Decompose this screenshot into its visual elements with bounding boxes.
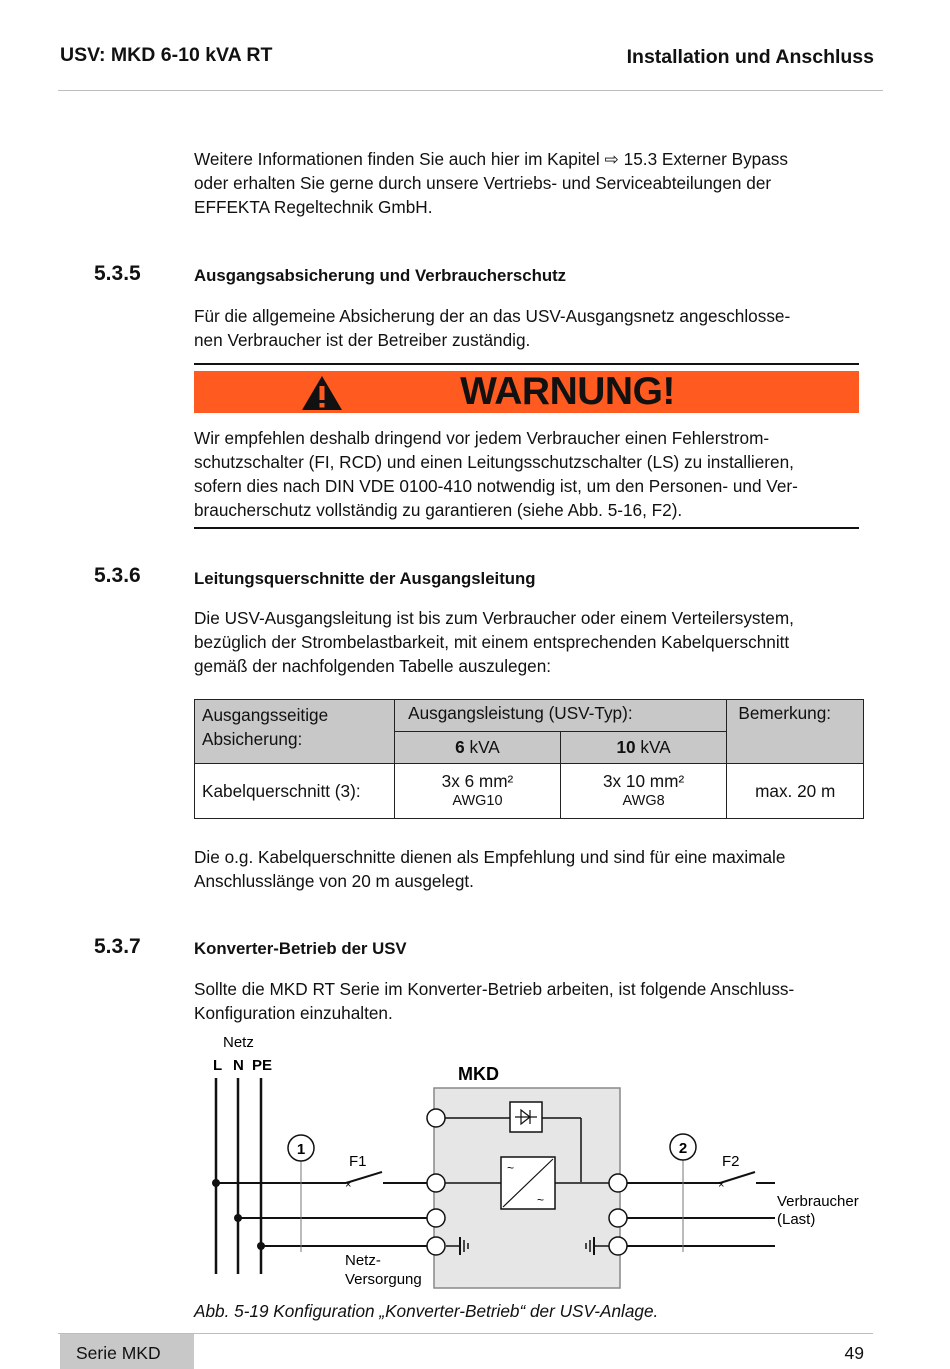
table-cell-6kva [395, 764, 561, 819]
type-10-value: 10 [616, 737, 636, 757]
warning-bottom-rule [194, 527, 859, 529]
table-header-protection [195, 700, 395, 764]
section-536-title: Leitungsquerschnitte der Ausgangsleitung [194, 569, 536, 588]
section-536-number: 5.3.6 [94, 564, 141, 587]
section-536-line: Die USV-Ausgangsleitung ist bis zum Verbraucher oder einem Verteilersystem, [194, 608, 794, 628]
page-number: 49 [844, 1343, 864, 1363]
section-535-title: Ausgangsabsicherung und Verbraucherschutz [194, 266, 567, 285]
intro-line: oder erhalten Sie gerne durch unsere Vertriebs- und Serviceabteilungen der [194, 173, 772, 193]
section-535-line: Für die allgemeine Absicherung der an das USV-Ausgangsnetz angeschlosse- [194, 306, 791, 326]
warning-line: braucherschutz vollständig zu garantieren (siehe Abb. 5-16, F2). [194, 500, 683, 520]
warning-banner [194, 371, 859, 413]
cable-10kva-size: 3x 10 mm² [602, 771, 685, 791]
section-536-line: bezüglich der Strombelastbarkeit, mit einem entsprechenden Kabelquerschnitt [194, 632, 790, 652]
diagram-l-label: L [213, 1057, 223, 1074]
measure-point-2-label: 2 [678, 1140, 688, 1157]
terminal-out-pe [609, 1237, 627, 1255]
section-535-number: 5.3.5 [94, 262, 141, 285]
warning-line: Wir empfehlen deshalb dringend vor jedem Verbraucher einen Fehlerstrom- [194, 428, 770, 448]
section-537-title: Konverter-Betrieb der USV [194, 939, 407, 958]
terminal-in-bypass [427, 1109, 445, 1127]
footer-series: Serie MKD [76, 1343, 161, 1363]
svg-text:×: × [718, 1179, 725, 1191]
table-header-output-power: Ausgangsleistung (USV-Typ): [395, 700, 727, 732]
warning-paragraph [194, 426, 869, 522]
section-535-line: nen Verbraucher ist der Betreiber zuständig. [194, 330, 531, 350]
terminal-in-l [427, 1174, 445, 1192]
section-535-paragraph [194, 304, 869, 352]
type-6-value: 6 [455, 737, 465, 757]
diagram-netz-label: Netz [223, 1034, 254, 1051]
load-label-line1: Verbraucher [777, 1193, 859, 1210]
header-divider [58, 90, 883, 91]
warning-line: schutzschalter (FI, RCD) und einen Leitungsschutzschalter (LS) zu installieren, [194, 452, 794, 472]
table-cell-10kva [560, 764, 727, 819]
intro-line: Weitere Informationen finden Sie auch hier im Kapitel ⇨ 15.3 Externer Bypass [194, 149, 788, 169]
terminal-in-n [427, 1209, 445, 1227]
figure-caption: Abb. 5-19 Konfiguration „Konverter-Betrieb“ der USV-Anlage. [194, 1301, 659, 1321]
load-label-line2: (Last) [777, 1211, 816, 1228]
header-chapter-title: Installation und Anschluss [626, 46, 874, 68]
terminal-out-n [609, 1209, 627, 1227]
intro-paragraph [194, 147, 869, 219]
svg-text:×: × [345, 1179, 352, 1191]
section-537-paragraph [194, 977, 869, 1025]
cable-6kva-awg: AWG10 [452, 793, 503, 809]
intro-line: EFFEKTA Regeltechnik GmbH. [194, 197, 433, 217]
section-537-line: Konfiguration einzuhalten. [194, 1003, 393, 1023]
warning-label: WARNUNG! [460, 370, 675, 413]
f2-label: F2 [722, 1153, 740, 1170]
warning-top-rule [194, 363, 859, 365]
diagram-pe-label: PE [252, 1057, 273, 1074]
terminal-in-pe [427, 1237, 445, 1255]
type-10-unit: kVA [635, 737, 671, 757]
table-header-type-10kva [560, 732, 727, 764]
section-537-line: Sollte die MKD RT Serie im Konverter-Betrieb arbeiten, ist folgende Anschluss- [194, 979, 795, 999]
table-row-label: Kabelquerschnitt (3): [195, 764, 395, 819]
table-cell-remark: max. 20 m [727, 764, 864, 819]
type-6-unit: kVA [464, 737, 500, 757]
table-header-protection-line1: Ausgangsseitige [202, 705, 329, 725]
warning-line: sofern dies nach DIN VDE 0100-410 notwendig ist, um den Personen- und Ver- [194, 476, 798, 496]
f2-breaker-symbol [720, 1172, 755, 1183]
svg-text:~: ~ [507, 1161, 515, 1175]
section-536-line: gemäß der nachfolgenden Tabelle auszulegen: [194, 656, 552, 676]
supply-label-line2: Versorgung [345, 1271, 422, 1288]
section-536-after-paragraph [194, 845, 869, 893]
cable-cross-section-table [194, 699, 864, 819]
table-header-type-6kva [395, 732, 561, 764]
diagram-n-label: N [233, 1057, 244, 1074]
header-document-title: USV: MKD 6-10 kVA RT [60, 44, 273, 66]
converter-wiring-diagram [0, 1030, 950, 1295]
table-header-remark: Bemerkung: [727, 700, 864, 764]
f1-label: F1 [349, 1153, 367, 1170]
supply-label-line1: Netz- [345, 1252, 381, 1269]
measure-point-1-label: 1 [296, 1141, 306, 1158]
section-536-after-line: Die o.g. Kabelquerschnitte dienen als Empfehlung und sind für eine maximale [194, 847, 786, 867]
terminal-out-l [609, 1174, 627, 1192]
cable-6kva-size: 3x 6 mm² [441, 771, 514, 791]
section-536-after-line: Anschlusslänge von 20 m ausgelegt. [194, 871, 474, 891]
table-header-protection-line2: Absicherung: [202, 729, 303, 749]
section-536-paragraph [194, 606, 869, 678]
mkd-label: MKD [458, 1064, 499, 1084]
warning-triangle-icon [300, 374, 344, 412]
svg-text:~: ~ [537, 1193, 545, 1207]
section-537-number: 5.3.7 [94, 935, 141, 958]
cable-10kva-awg: AWG8 [622, 793, 665, 809]
